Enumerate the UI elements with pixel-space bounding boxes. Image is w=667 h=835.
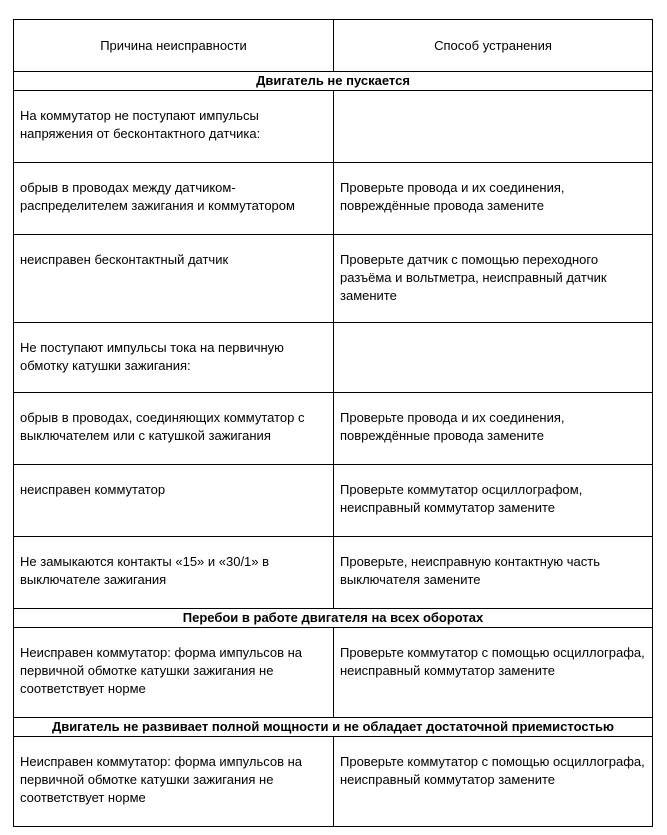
table-row: [14, 323, 653, 393]
cause-cell: Не замыкаются контакты «15» и «30/1» в выключателе зажигания: [14, 537, 334, 609]
troubleshooting-table: [13, 19, 653, 827]
table-row: [14, 163, 653, 235]
remedy-cell: Проверьте коммутатор осциллографом, неисправный коммутатор замените: [334, 465, 653, 537]
table-row: [14, 91, 653, 163]
section-row: [14, 72, 653, 91]
header-remedy: Способ устранения: [334, 20, 653, 72]
table-row: [14, 465, 653, 537]
cause-cell: неисправен коммутатор: [14, 465, 334, 537]
section-row: [14, 609, 653, 628]
remedy-cell: Проверьте коммутатор с помощью осциллографа, неисправный коммутатор замените: [334, 737, 653, 827]
remedy-cell: Проверьте провода и их соединения, повреждённые провода замените: [334, 393, 653, 465]
header-cause: Причина неисправности: [14, 20, 334, 72]
table-row: [14, 737, 653, 827]
cause-cell: Неисправен коммутатор: форма импульсов на первичной обмотке катушки зажигания не соответствует норме: [14, 737, 334, 827]
remedy-cell: Проверьте, неисправную контактную часть выключателя замените: [334, 537, 653, 609]
section-title: Перебои в работе двигателя на всех оборотах: [14, 609, 653, 628]
remedy-cell: Проверьте коммутатор с помощью осциллографа, неисправный коммутатор замените: [334, 628, 653, 718]
remedy-cell: Проверьте датчик с помощью переходного разъёма и вольтметра, неисправный датчик замените: [334, 235, 653, 323]
cause-cell: обрыв в проводах между датчиком-распределителем зажигания и коммутатором: [14, 163, 334, 235]
header-row: [14, 20, 653, 72]
remedy-cell: Проверьте провода и их соединения, повреждённые провода замените: [334, 163, 653, 235]
cause-cell: Не поступают импульсы тока на первичную обмотку катушки зажигания:: [14, 323, 334, 393]
section-title: Двигатель не пускается: [14, 72, 653, 91]
section-row: [14, 718, 653, 737]
table-row: [14, 537, 653, 609]
remedy-cell: [334, 323, 653, 393]
cause-cell: На коммутатор не поступают импульсы напряжения от бесконтактного датчика:: [14, 91, 334, 163]
cause-cell: Неисправен коммутатор: форма импульсов на первичной обмотке катушки зажигания не соответствует норме: [14, 628, 334, 718]
remedy-cell: [334, 91, 653, 163]
table-row: [14, 235, 653, 323]
cause-cell: неисправен бесконтактный датчик: [14, 235, 334, 323]
cause-cell: обрыв в проводах, соединяющих коммутатор с выключателем или с катушкой зажигания: [14, 393, 334, 465]
table-row: [14, 393, 653, 465]
section-title: Двигатель не развивает полной мощности и не обладает достаточной приемистостью: [14, 718, 653, 737]
table-row: [14, 628, 653, 718]
